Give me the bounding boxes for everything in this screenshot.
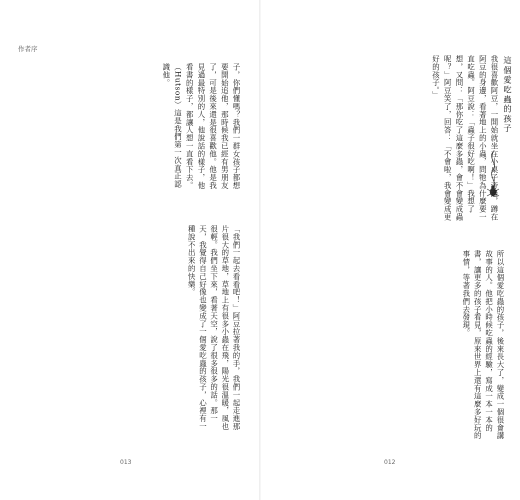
- right-lower-paragraph: 所以這個愛吃蟲的孩子，後來長大了，變成一個很會講故事的人。他把小時候吃蟲的經驗，寫成一本一本的書，讓更多的孩子看見，原來世界上還有這麼多好玩的事情，等著我們去發現。: [461, 250, 505, 440]
- left-lower-paragraph: 「我們一起去看看吧！」阿豆拉著我的手，我們一起走進那片很大的草地，草地上有很多小蟲在飛，陽光很溫暖，風也很輕。我們坐下來，看著天空，說了很多很多的話。那一天，我覺得自己好像也變成了一個愛吃蟲的孩子，心裡有一種說不出來的快樂。: [187, 225, 241, 431]
- right-upper-paragraph: 我很喜歡阿豆，一開始就坐在小桌子旁邊，蹲在阿豆的身邊，看著地上的小蟲，問牠為什麼要一直吃蟲。阿豆說：「蟲子很好吃啊！」我想了想，又問：「那你吃了這麼多蟲，會不會變成蟲呢？」阿豆笑了，回答：「不會啦，我會變成更好的孩子。」: [431, 55, 499, 221]
- page-number-left: 013: [120, 459, 132, 466]
- left-lower-section: [18, 225, 242, 435]
- chapter-title: 這個愛吃蟲的孩子: [503, 56, 513, 134]
- left-upper-paragraph: 子，你們懂嗎？我們一群女孩子都想要開始追他，那時候我已經有男朋友了，可是後來還是很喜歡他。他是我見過最特別的人，他說話的樣子，他看書的樣子，都讓人想一直看下去。（Hutson）這是我們第一次真正認識他。: [161, 63, 241, 190]
- left-page: [0, 0, 258, 500]
- page-number-right: 012: [384, 459, 396, 466]
- right-upper-section: [286, 55, 500, 225]
- right-lower-section: [282, 250, 506, 440]
- right-page: [262, 0, 520, 500]
- gutter: [259, 0, 261, 500]
- left-upper-section: [20, 63, 242, 193]
- running-head: 作者序: [18, 45, 38, 53]
